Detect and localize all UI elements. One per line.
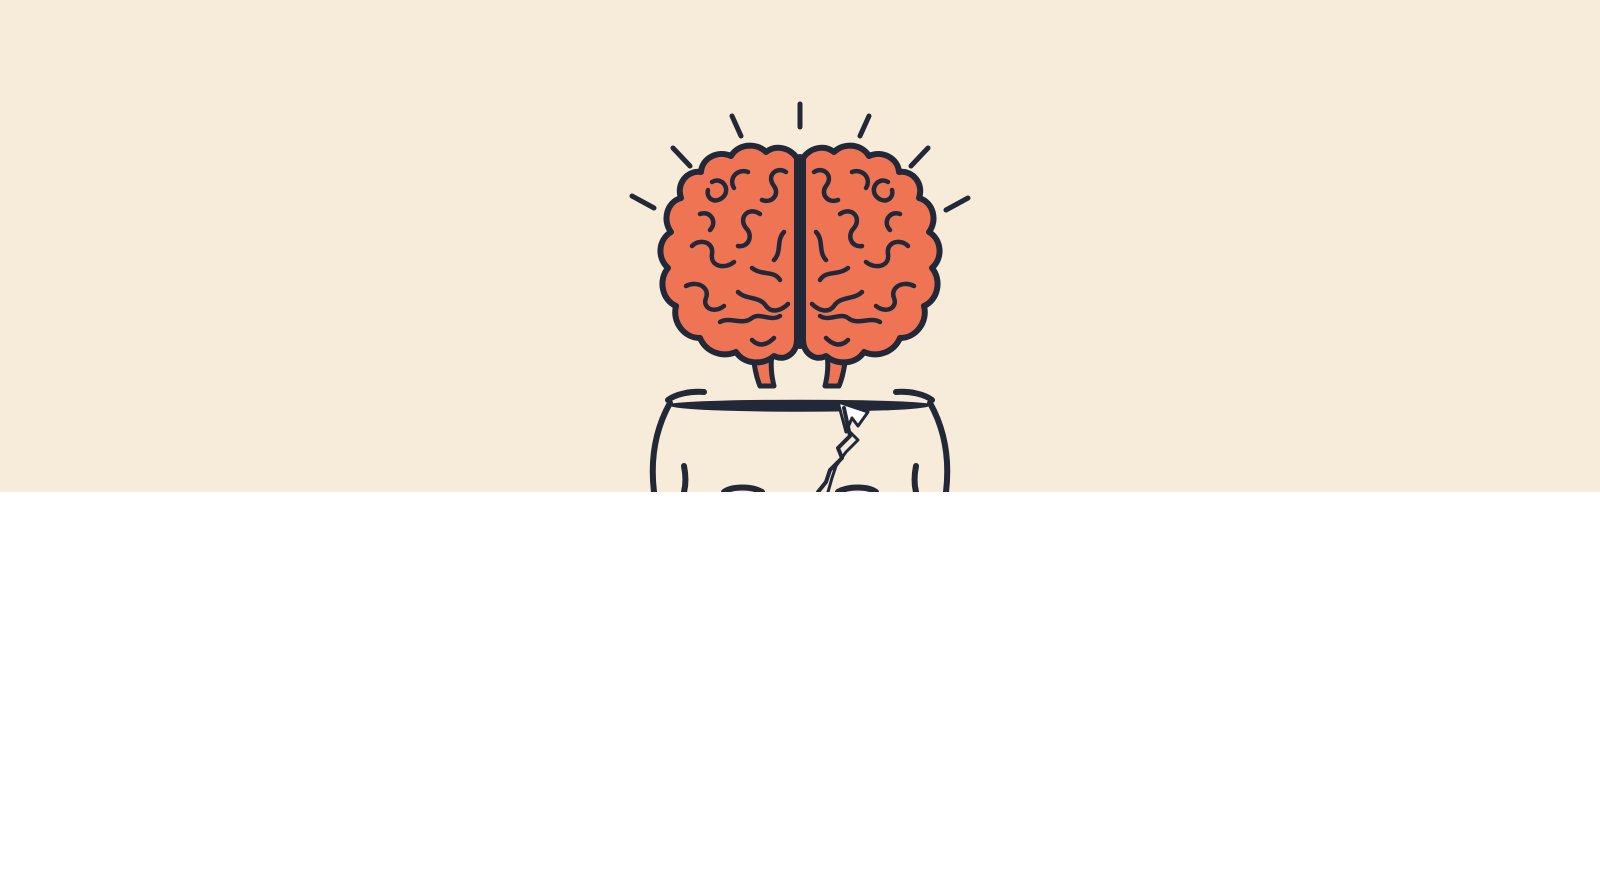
blank-area	[0, 492, 1600, 896]
head-opening	[672, 401, 928, 410]
ear-right	[915, 466, 917, 492]
ear-left	[684, 466, 686, 492]
